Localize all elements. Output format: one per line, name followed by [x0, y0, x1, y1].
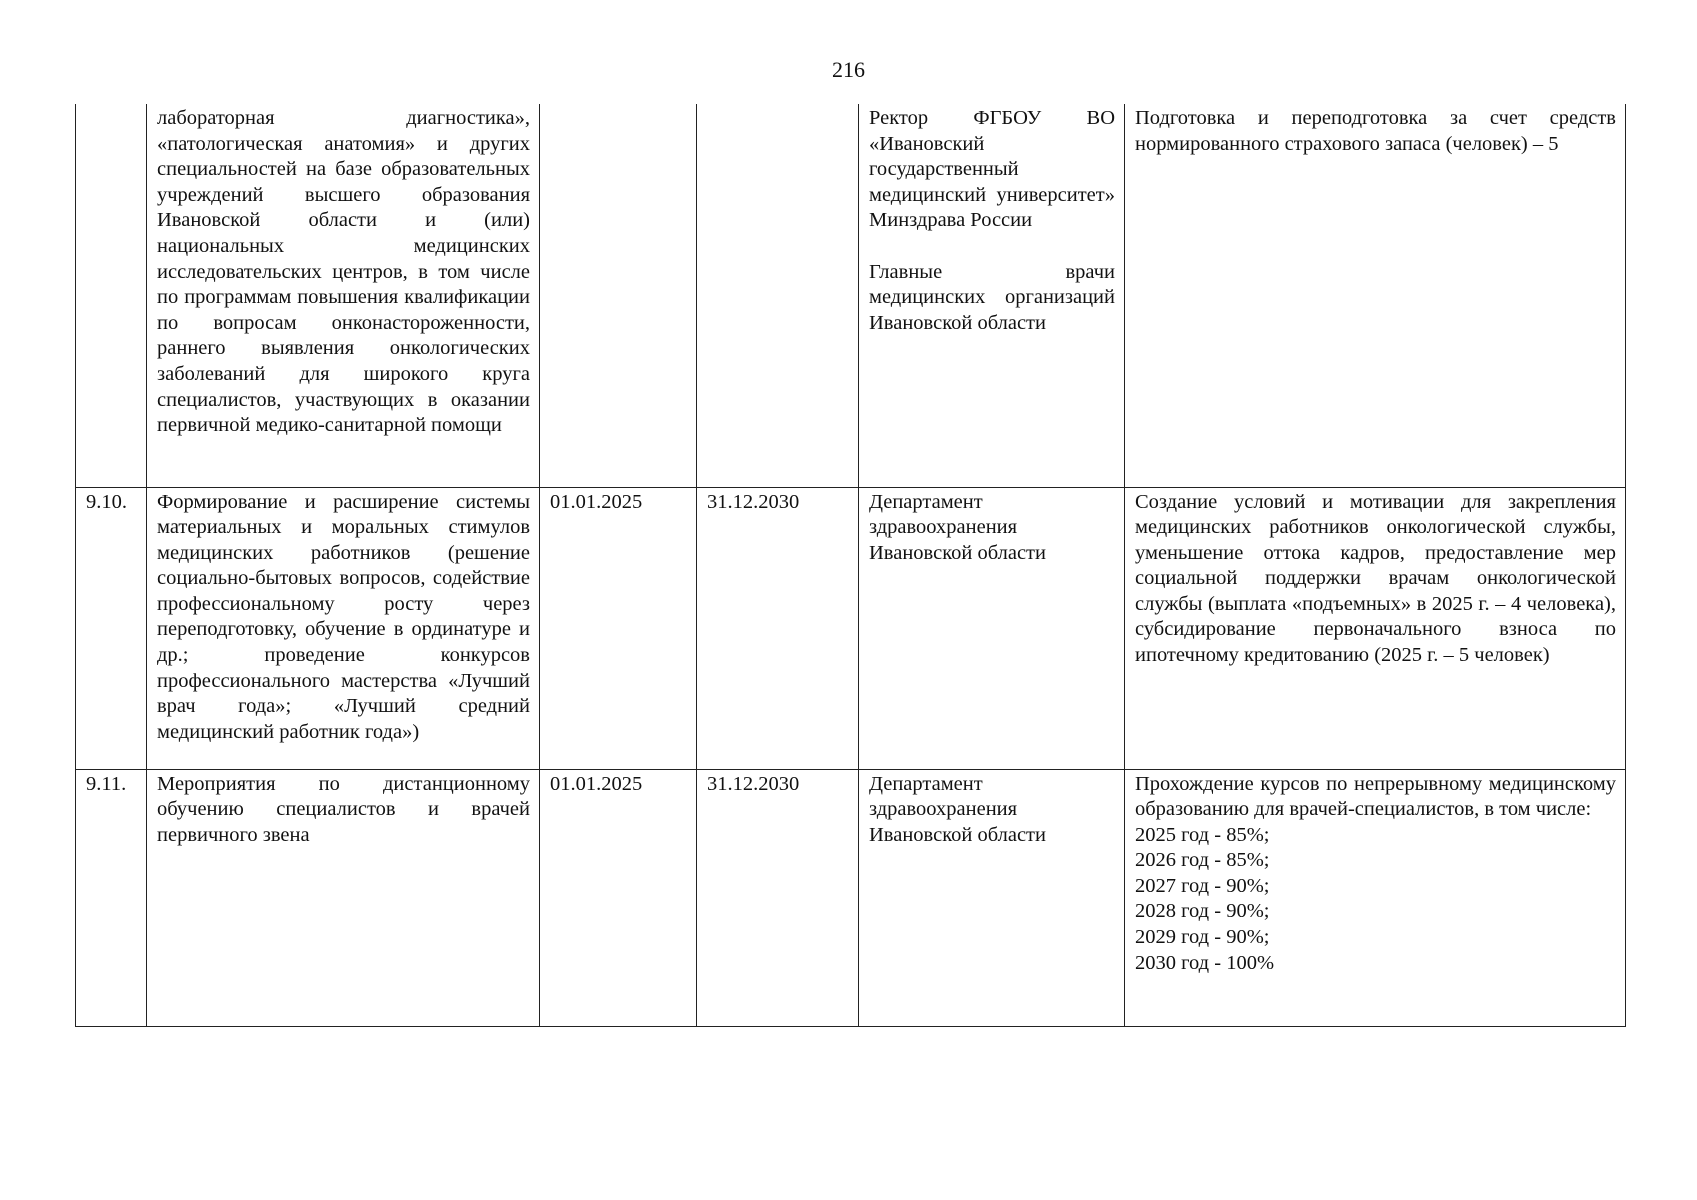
end-date-cell: 31.12.2030 — [697, 487, 859, 769]
result-cell: Создание условий и мотивации для закрепления медицинских работников онкологической службы, уменьшение оттока кадров, предоставление мер социальной поддержки врачам онкологической службы (выплата «подъемных» в 2025 г. – 4 человека), субсидирование первоначального взноса по ипотечному кредитованию (2025 г. – 5 человек) — [1125, 487, 1626, 769]
activity-cell: Формирование и расширение системы материальных и моральных стимулов медицинских работников (решение социально-бытовых вопросов, содействие профессиональному росту через переподготовку, обучение в ординатуре и др.; проведение конкурсов профессионального мастерства «Лучший врач года»; «Лучший средний медицинский работник года») — [147, 487, 540, 769]
responsible-cell: Департамент здравоохранения Ивановской области — [859, 769, 1125, 1026]
end-date-cell: 31.12.2030 — [697, 769, 859, 1026]
measures-table — [75, 104, 1626, 1027]
responsible-text: Ректор ФГБОУ ВО «Ивановский государственный медицинский университет» Минздрава России — [869, 107, 1115, 232]
result-line: 2029 год - 90%; — [1135, 926, 1270, 949]
table-row-continued — [76, 104, 1626, 487]
activity-cell: Мероприятия по дистанционному обучению специалистов и врачей первичного звена — [147, 769, 540, 1026]
page-number: 216 — [832, 57, 865, 82]
result-line: 2025 год - 85%; — [1135, 823, 1270, 846]
start-date-cell — [540, 104, 697, 487]
result-intro: Прохождение курсов по непрерывному медицинскому образованию для врачей-специалистов, в том числе: — [1135, 772, 1616, 821]
start-date-cell: 01.01.2025 — [540, 487, 697, 769]
table-row — [76, 487, 1626, 769]
start-date-cell: 01.01.2025 — [540, 769, 697, 1026]
result-line: 2028 год - 90%; — [1135, 900, 1270, 923]
end-date-cell — [697, 104, 859, 487]
row-number: 9.11. — [76, 769, 147, 1026]
responsible-cell: Департамент здравоохранения Ивановской области — [859, 487, 1125, 769]
row-number — [76, 104, 147, 487]
responsible-cell — [859, 104, 1125, 487]
paragraph-gap — [869, 234, 1115, 260]
row-number: 9.10. — [76, 487, 147, 769]
activity-cell: лабораторная диагностика», «патологическая анатомия» и других специальностей на базе образовательных учреждений высшего образования Ивановской области и (или) национальных медицинских исследовательских центров, в том числе по программам повышения квалификации по вопросам онконастороженности, раннего выявления онкологических заболеваний для широкого круга специалистов, участвующих в оказании первичной медико-санитарной помощи — [147, 104, 540, 487]
result-cell — [1125, 769, 1626, 1026]
table-row — [76, 769, 1626, 1026]
result-cell: Подготовка и переподготовка за счет средств нормированного страхового запаса (человек) – 5 — [1125, 104, 1626, 487]
responsible-text: Главные врачи медицинских организаций Ивановской области — [869, 260, 1115, 334]
result-line: 2026 год - 85%; — [1135, 849, 1270, 872]
result-line: 2027 год - 90%; — [1135, 874, 1270, 897]
result-line: 2030 год - 100% — [1135, 951, 1275, 974]
